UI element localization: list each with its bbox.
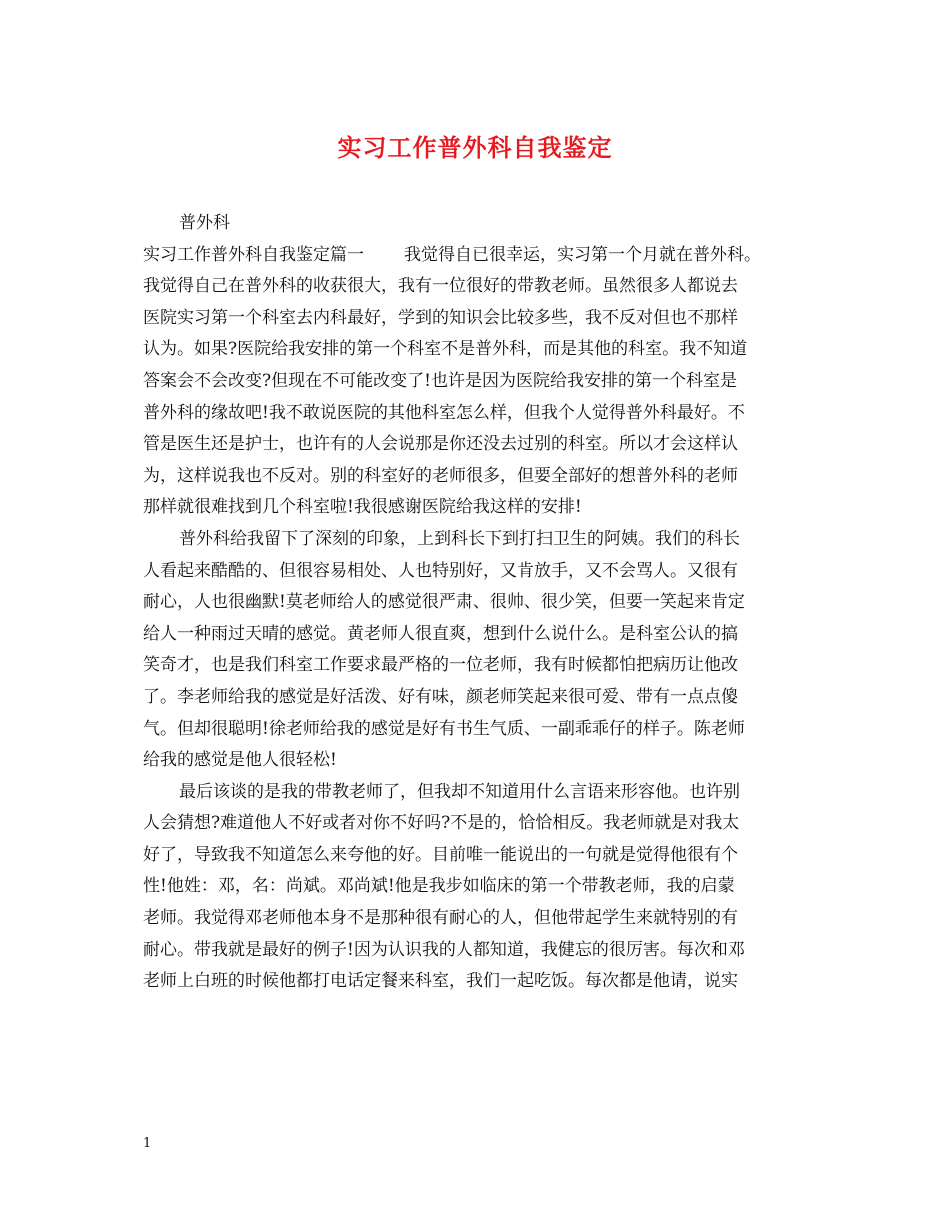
- text-line: [143, 682, 809, 714]
- text-line: [143, 461, 809, 493]
- document-body: [143, 208, 809, 998]
- text-line-content: 答案会不会改变?但现在不可能改变了!也许是因为医院给我安排的第一个科室是: [143, 370, 737, 391]
- text-line: [143, 492, 809, 524]
- text-line: [143, 271, 809, 303]
- text-line-content: 为，这样说我也不反对。别的科室好的老师很多，但要全部好的想普外科的老师: [143, 465, 738, 486]
- text-line: [143, 524, 809, 556]
- text-line-content: 医院实习第一个科室去内科最好，学到的知识会比较多些，我不反对但也不那样: [143, 307, 738, 328]
- text-line: [143, 556, 809, 588]
- text-line: [143, 398, 809, 430]
- text-line-content: 耐心，人也很幽默!莫老师给人的感觉很严肃、很帅、很少笑，但要一笑起来肯定: [143, 592, 745, 613]
- text-line: [143, 808, 809, 840]
- text-line: [143, 966, 809, 998]
- text-line-content: 人看起来酷酷的、但很容易相处、人也特别好，又肯放手，又不会骂人。又很有: [143, 560, 738, 581]
- text-line-content: 普外科的缘故吧!我不敢说医院的其他科室怎么样，但我个人觉得普外科最好。不: [143, 402, 745, 423]
- text-line-content: 认为。如果?医院给我安排的第一个科室不是普外科，而是其他的科室。我不知道: [143, 339, 748, 360]
- text-line: [143, 650, 809, 682]
- text-line-content: 普外科给我留下了深刻的印象，上到科长下到打扫卫生的阿姨。我们的科长: [179, 528, 740, 549]
- text-line-content: 给我的感觉是他人很轻松!: [143, 750, 337, 771]
- text-line: [143, 429, 809, 461]
- text-line: [143, 871, 809, 903]
- text-line-content: 那样就很难找到几个科室啦!我很感谢医院给我这样的安排!: [143, 497, 582, 518]
- text-line-content: 笑奇才，也是我们科室工作要求最严格的一位老师，我有时候都怕把病历让他改: [143, 655, 738, 676]
- text-line: [143, 334, 809, 366]
- text-line: [143, 745, 809, 777]
- text-line-content: 最后该谈的是我的带教老师了，但我却不知道用什么言语来形容他。也许别: [179, 781, 740, 802]
- text-line-content: 好了，导致我不知道怎么来夸他的好。目前唯一能说出的一句就是觉得他很有个: [143, 844, 738, 865]
- text-line-content: 耐心。带我就是最好的例子!因为认识我的人都知道，我健忘的很厉害。每次和邓: [143, 939, 745, 960]
- text-line: [143, 366, 809, 398]
- document-title: 实习工作普外科自我鉴定: [337, 134, 613, 162]
- text-line: [143, 619, 809, 651]
- text-line-content: 老师。我觉得邓老师他本身不是那种很有耐心的人，但他带起学生来就特别的有: [143, 908, 738, 929]
- text-line-content: 我觉得自己在普外科的收获很大，我有一位很好的带教老师。虽然很多人都说去: [143, 276, 738, 297]
- text-line: [143, 240, 809, 272]
- text-line-content: 人会猜想?难道他人不好或者对你不好吗?不是的，恰恰相反。我老师就是对我太: [143, 813, 740, 834]
- text-line: [143, 903, 809, 935]
- text-line: [143, 208, 809, 240]
- text-line-content: 了。李老师给我的感觉是好活泼、好有味，颜老师笑起来很可爱、带有一点点傻: [143, 686, 738, 707]
- page-number: 1: [143, 1136, 152, 1151]
- text-line: [143, 587, 809, 619]
- text-line: [143, 714, 809, 746]
- text-line: [143, 935, 809, 967]
- text-line: [143, 777, 809, 809]
- text-line-content: 给人一种雨过天晴的感觉。黄老师人很直爽，想到什么说什么。是科室公认的搞: [143, 623, 738, 644]
- text-line: [143, 840, 809, 872]
- text-line: [143, 303, 809, 335]
- text-line-content: 老师上白班的时候他都打电话定餐来科室，我们一起吃饭。每次都是他请，说实: [143, 971, 738, 992]
- text-line-content: 实习工作普外科自我鉴定篇一: [143, 244, 364, 265]
- text-line-content: 普外科: [179, 213, 230, 233]
- text-line-content: 气。但却很聪明!徐老师给我的感觉是好有书生气质、一副乖乖仔的样子。陈老师: [143, 718, 745, 739]
- text-line-content: 性!他姓：邓，名：尚斌。邓尚斌!他是我步如临床的第一个带教老师，我的启蒙: [143, 876, 735, 897]
- text-line-content: 管是医生还是护士，也许有的人会说那是你还没去过别的科室。所以才会这样认: [143, 434, 738, 455]
- text-line-content-continued: 我觉得自已很幸运，实习第一个月就在普外科。: [404, 244, 761, 265]
